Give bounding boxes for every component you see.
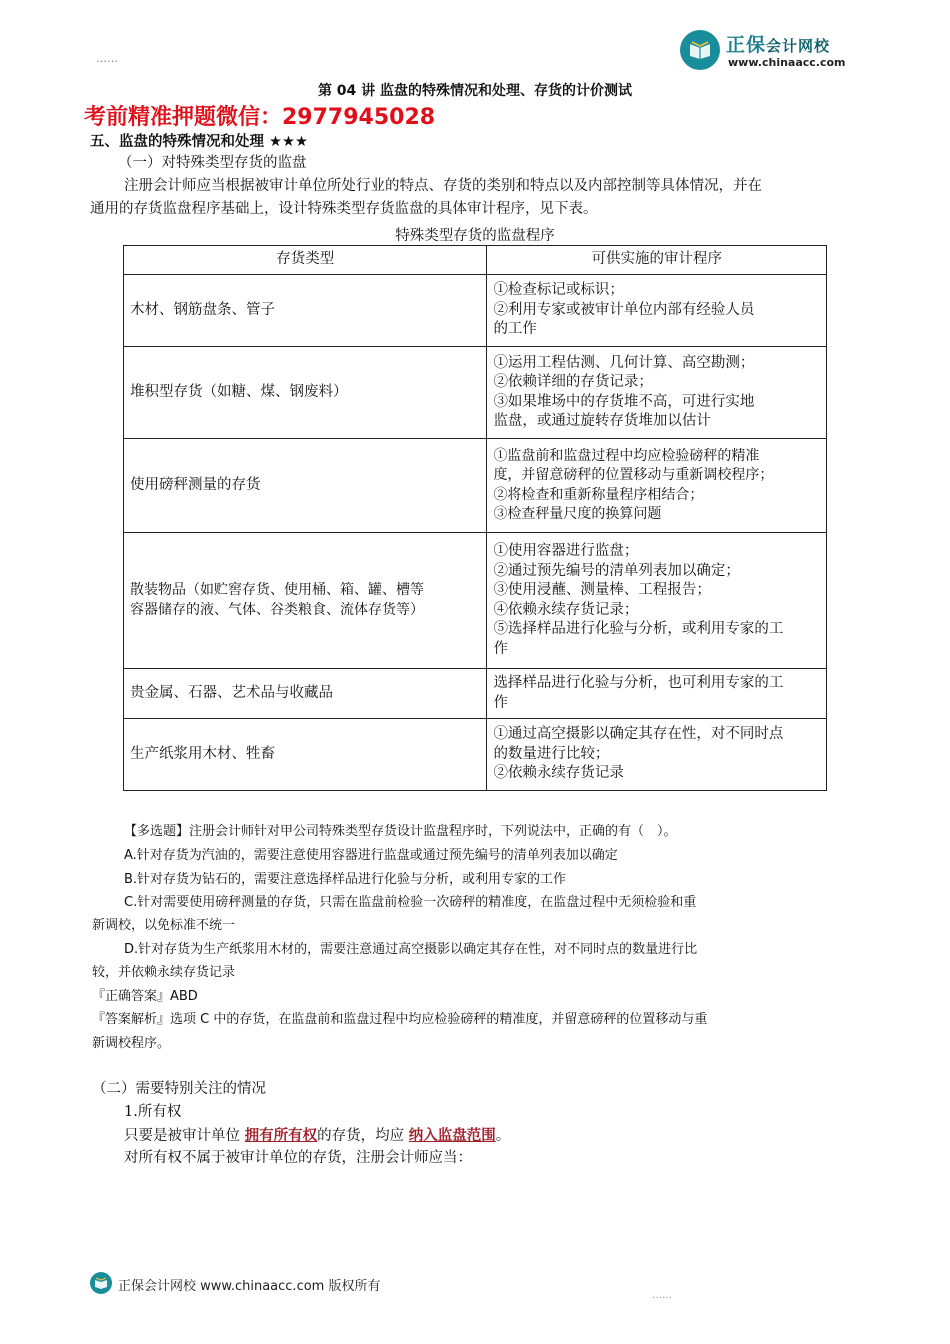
inventory-procedures-table xyxy=(123,245,827,791)
procedure-cell: ①监盘前和监盘过程中均应检验磅秤的精准 度，并留意磅秤的位置移动与重新调校程序； ②将检查和重新称量程序相结合； ③检查秤量尺度的换算问题 xyxy=(487,439,827,533)
subsection-title: （一）对特殊类型存货的监盘 xyxy=(118,155,307,171)
table-header-cell: 存货类型 xyxy=(124,246,487,275)
table-row xyxy=(124,533,827,669)
procedure-cell: ①使用容器进行监盘； ②通过预先编号的清单列表加以确定； ③使用浸蘸、测量棒、工程报告； ④依赖永续存货记录； ⑤选择样品进行化验与分析，或利用专家的工 作 xyxy=(487,533,827,669)
inventory-type-cell: 堆积型存货（如糖、煤、钢废料） xyxy=(124,347,487,439)
footer-logo-icon xyxy=(90,1272,112,1294)
table-row xyxy=(124,347,827,439)
ownership-paragraph: 只要是被审计单位 拥有所有权的存货，均应 纳入监盘范围。 xyxy=(124,1127,511,1144)
inventory-type-cell: 贵金属、石器、艺术品与收藏品 xyxy=(124,669,487,719)
table-header-row xyxy=(124,246,827,275)
option-d-line1: D.针对存货为生产纸浆用木材的，需要注意通过高空摄影以确定其存在性，对不同时点的数量进行比 xyxy=(124,942,698,957)
inventory-type-cell: 木材、钢筋盘条、管子 xyxy=(124,275,487,347)
inventory-type-cell: 散装物品（如贮窖存货、使用桶、箱、罐、槽等 容器储存的液、气体、谷类粮食、流体存货等） xyxy=(124,533,487,669)
procedure-cell: ①通过高空摄影以确定其存在性，对不同时点 的数量进行比较； ②依赖永续存货记录 xyxy=(487,719,827,791)
logo-name: 正保会计网校 xyxy=(726,34,831,56)
subsection-title: （二）需要特别关注的情况 xyxy=(92,1081,266,1097)
procedure-cell: ①检查标记或标识； ②利用专家或被审计单位内部有经验人员 的工作 xyxy=(487,275,827,347)
option-b: B.针对存货为钻石的，需要注意选择样品进行化验与分析，或利用专家的工作 xyxy=(124,872,567,887)
correct-answer: 『正确答案』ABD xyxy=(92,989,198,1004)
option-c-line2: 新调校，以免标准不统一 xyxy=(92,918,236,933)
ownership-link[interactable]: 拥有所有权 xyxy=(244,1127,318,1144)
table-caption: 特殊类型存货的监盘程序 xyxy=(395,228,555,244)
brand-logo[interactable] xyxy=(680,28,880,74)
top-left-note: …… xyxy=(96,52,118,65)
logo-emblem xyxy=(680,30,720,70)
procedure-cell: 选择样品进行化验与分析，也可利用专家的工 作 xyxy=(487,669,827,719)
inventory-type-cell: 使用磅秤测量的存货 xyxy=(124,439,487,533)
intro-paragraph-line2: 通用的存货监盘程序基础上，设计特殊类型存货监盘的具体审计程序，见下表。 xyxy=(90,201,598,217)
question-stem: 【多选题】注册会计师针对甲公司特殊类型存货设计监盘程序时，下列说法中，正确的有（ ）。 xyxy=(124,824,677,839)
ownership-paragraph-line2: 对所有权不属于被审计单位的存货，注册会计师应当： xyxy=(124,1150,472,1166)
table-row xyxy=(124,439,827,533)
item-heading: 1.所有权 xyxy=(124,1104,182,1120)
promo-banner: 考前精准押题微信：2977945028 xyxy=(84,105,436,130)
answer-analysis-line2: 新调校程序。 xyxy=(92,1036,171,1051)
inventory-type-cell: 生产纸浆用木材、牲畜 xyxy=(124,719,487,791)
table-row xyxy=(124,669,827,719)
procedure-cell: ①运用工程估测、几何计算、高空勘测； ②依赖详细的存货记录； ③如果堆场中的存货堆不高，可进行实地 监盘，或通过旋转存货堆加以估计 xyxy=(487,347,827,439)
book-icon xyxy=(688,40,712,60)
option-c-line1: C.针对需要使用磅秤测量的存货，只需在监盘前检验一次磅秤的精准度，在监盘过程中无须检验和重 xyxy=(124,895,697,910)
logo-url: www.chinaacc.com xyxy=(728,56,846,69)
table-header-cell: 可供实施的审计程序 xyxy=(487,246,827,275)
table-row xyxy=(124,719,827,791)
scope-link[interactable]: 纳入监盘范围 xyxy=(408,1127,496,1144)
option-d-line2: 较，并依赖永续存货记录 xyxy=(92,965,236,980)
option-a: A.针对存货为汽油的，需要注意使用容器进行监盘或通过预先编号的清单列表加以确定 xyxy=(124,848,618,863)
table-row xyxy=(124,275,827,347)
page-mark: …… xyxy=(652,1290,672,1301)
lecture-title: 第 04 讲 监盘的特殊情况和处理、存货的计价测试 xyxy=(317,83,633,99)
intro-paragraph-line1: 注册会计师应当根据被审计单位所处行业的特点、存货的类别和特点以及内部控制等具体情况，并在 xyxy=(124,178,762,194)
footer-copyright: 正保会计网校 www.chinaacc.com 版权所有 xyxy=(118,1279,381,1294)
answer-analysis-line1: 『答案解析』选项 C 中的存货，在监盘前和监盘过程中均应检验磅秤的精准度，并留意磅秤的位置移动与重 xyxy=(92,1012,708,1027)
section-title: 五、监盘的特殊情况和处理 ★★★ xyxy=(90,134,309,150)
